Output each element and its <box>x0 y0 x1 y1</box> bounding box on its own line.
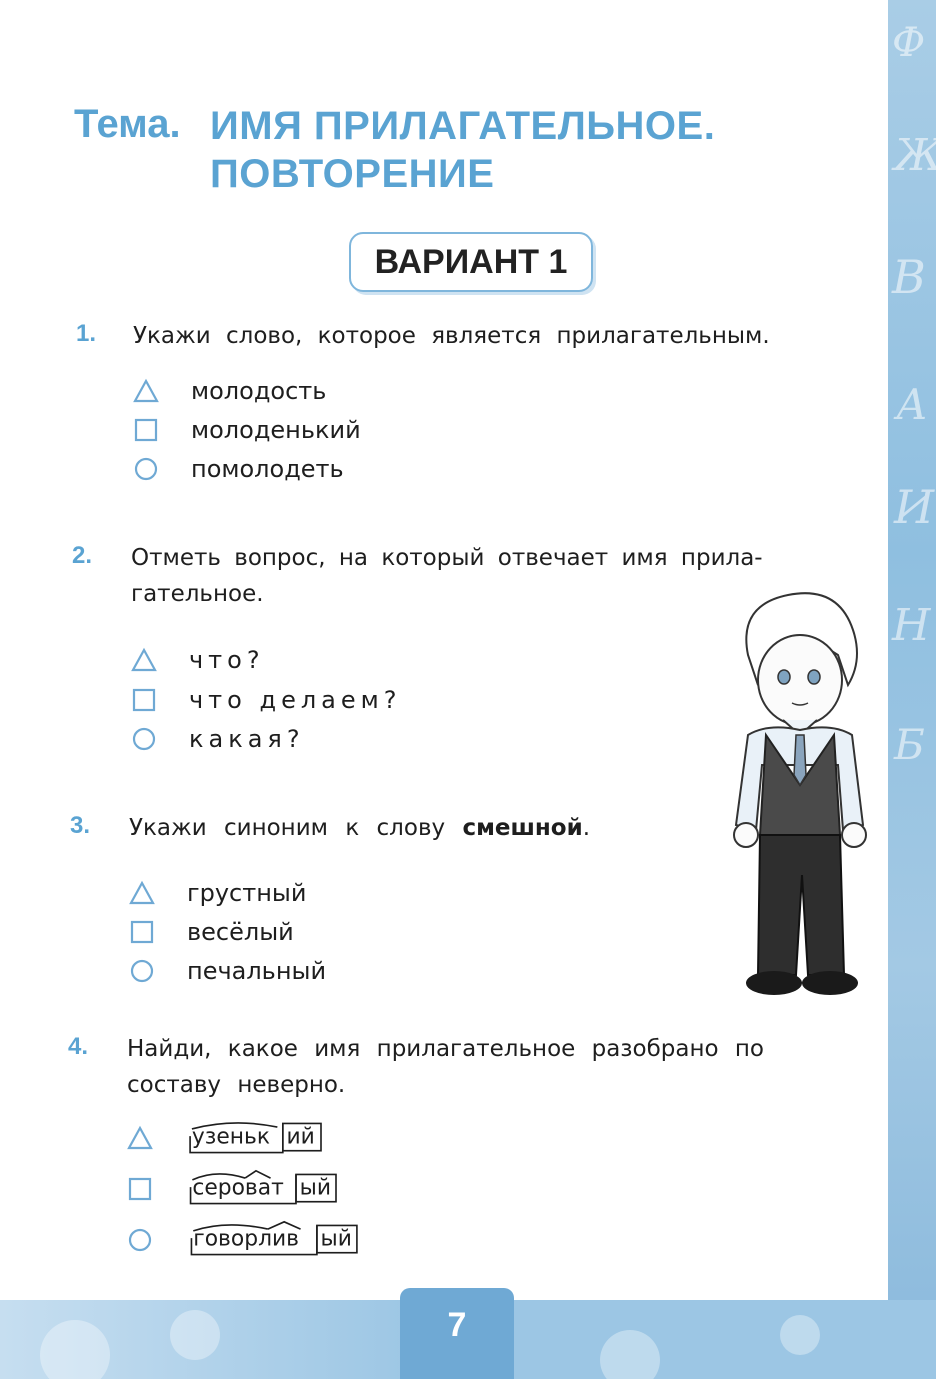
triangle-icon[interactable] <box>129 880 155 906</box>
square-icon[interactable] <box>127 1176 153 1202</box>
triangle-icon[interactable] <box>131 647 157 673</box>
boy-shoe-right <box>802 971 858 995</box>
question-4-text <box>127 1031 872 1103</box>
triangle-icon[interactable] <box>133 378 159 404</box>
question-1-option-3[interactable] <box>133 451 344 487</box>
question-3-text-end: . <box>582 815 591 841</box>
morpheme-parse-1 <box>181 1118 341 1158</box>
question-2-number: 2. <box>72 542 93 569</box>
morpheme-parse-3 <box>181 1220 371 1260</box>
question-3-option-2[interactable] <box>129 914 294 950</box>
page-number: 7 <box>447 1306 467 1344</box>
option-label: весёлый <box>187 918 294 946</box>
option-label: что делаем? <box>189 686 402 714</box>
boy-face <box>758 635 842 725</box>
topic-title-line2: ПОВТОРЕНИЕ <box>210 152 495 196</box>
question-2-option-2[interactable] <box>131 682 402 718</box>
option-label: молодость <box>191 377 327 405</box>
circle-icon[interactable] <box>127 1227 153 1253</box>
option-label: какая? <box>189 725 305 753</box>
square-icon[interactable] <box>129 919 155 945</box>
square-icon[interactable] <box>133 417 159 443</box>
question-1-text: Укажи слово, которое является прилагательным. <box>133 323 770 349</box>
word-ending: ый <box>299 1175 332 1201</box>
question-4-number: 4. <box>68 1033 89 1060</box>
word-base: узеньк <box>191 1124 271 1150</box>
question-4-text-line1: Найди, какое имя прилагательное разобрано по <box>127 1036 765 1062</box>
word-base: говорлив <box>193 1226 300 1252</box>
question-4-text-line2: составу неверно. <box>127 1072 346 1098</box>
question-3-text-start: Укажи синоним к слову <box>129 815 463 841</box>
option-label: грустный <box>187 879 307 907</box>
question-2-option-1[interactable] <box>131 642 265 678</box>
question-3-text <box>129 810 729 846</box>
triangle-icon[interactable] <box>127 1125 153 1151</box>
boy-hand-right <box>842 823 866 847</box>
option-label: печальный <box>187 957 327 985</box>
circle-icon[interactable] <box>131 726 157 752</box>
question-4-option-1[interactable] <box>127 1120 367 1156</box>
word-base: сероват <box>192 1175 284 1201</box>
option-label: что? <box>189 646 265 674</box>
question-4-option-3[interactable] <box>127 1222 387 1258</box>
boy-illustration <box>718 585 878 1005</box>
topic-title-line1: ИМЯ ПРИЛАГАТЕЛЬНОЕ. <box>210 104 716 148</box>
boy-eye-right <box>808 670 820 684</box>
word-ending: ий <box>286 1124 315 1150</box>
boy-shoe-left <box>746 971 802 995</box>
boy-trousers <box>758 835 844 975</box>
word-ending: ый <box>320 1226 352 1252</box>
question-1-option-2[interactable] <box>133 412 361 448</box>
question-4-option-2[interactable] <box>127 1171 367 1207</box>
question-3-option-1[interactable] <box>129 875 307 911</box>
question-3-number: 3. <box>70 812 91 839</box>
square-icon[interactable] <box>131 687 157 713</box>
question-3-keyword: смешной <box>462 815 583 841</box>
topic-title <box>210 102 715 198</box>
question-3-option-3[interactable] <box>129 953 327 989</box>
boy-tie <box>794 735 806 785</box>
decorative-side-strip: Ф Ж В А И Н Б <box>888 0 936 1379</box>
question-2-option-3[interactable] <box>131 721 305 757</box>
question-2-text-line1: Отметь вопрос, на который отвечает имя прила- <box>131 545 763 571</box>
boy-hand-left <box>734 823 758 847</box>
option-label: помолодеть <box>191 455 344 483</box>
question-1-option-1[interactable] <box>133 373 327 409</box>
circle-icon[interactable] <box>133 456 159 482</box>
topic-label: Тема. <box>74 102 181 146</box>
variant-badge: ВАРИАНТ 1 <box>349 232 593 292</box>
circle-icon[interactable] <box>129 958 155 984</box>
question-1-number: 1. <box>76 320 97 347</box>
morpheme-parse-2 <box>181 1169 351 1209</box>
boy-eye-left <box>778 670 790 684</box>
question-2-text-line2: гательное. <box>131 581 264 607</box>
option-label: молоденький <box>191 416 361 444</box>
